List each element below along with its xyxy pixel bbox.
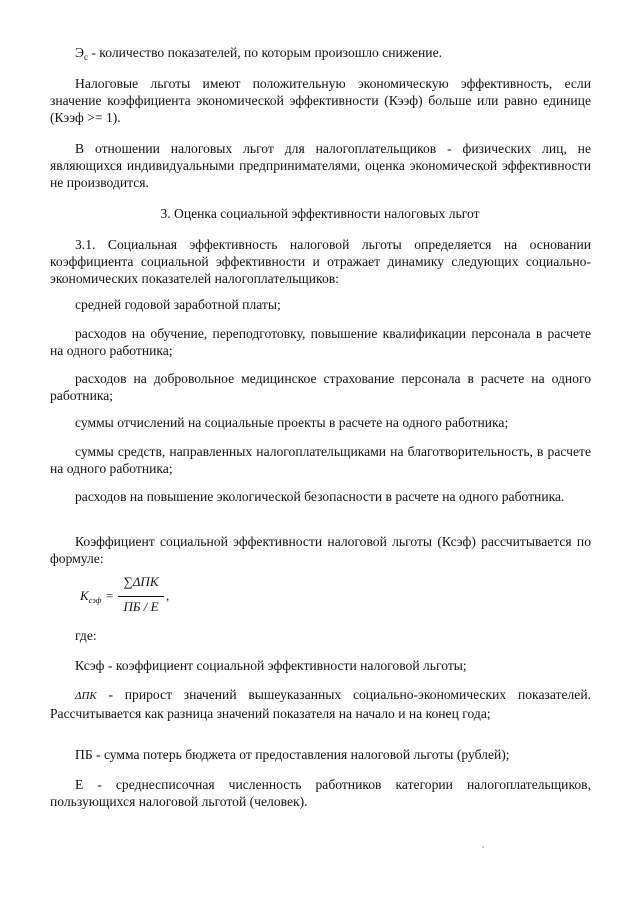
ec-symbol: Э [75,45,84,60]
formula-numerator: ∑ΔПК [123,574,159,589]
ec-text: - количество показателей, по которым произошло снижение. [87,45,442,60]
paragraph-ec-definition [50,44,591,66]
formula-denominator: ПБ / Е [123,599,159,614]
list-item-salary: средней годовой заработной платы; [75,297,281,312]
paragraph-economic-efficiency: Налоговые льготы имеют положительную экономическую эффективность, если значение коэффициента экономической эффективности (Кээф) больше или равно единице (Кээф >= 1). [50,76,591,125]
ec-subscript: с [83,52,88,62]
formula-lhs: $K_{сэф}$ [80,588,102,605]
list-item-insurance: расходов на добровольное медицинское страхование персонала в расчете на одного работника; [50,371,591,403]
section-heading: 3. Оценка социальной эффективности налоговых льгот [160,206,480,221]
delta-pk-text: - прирост значений вышеуказанных социально-экономических показателей. Рассчитывается как разница значений показателя на начало и на конец года; [50,687,591,721]
where-label: где: [75,628,97,643]
list-item-social-projects: суммы отчислений на социальные проекты в расчете на одного работника; [75,415,509,430]
paragraph-individuals-exemption: В отношении налоговых льгот для налогоплательщиков - физических лиц, не являющихся индивидуальными предпринимателями, оценка экономической эффективности не производится. [50,141,591,190]
ksef-formula [80,574,220,620]
list-item-ecology: расходов на повышение экологической безопасности в расчете на одного работника. [75,489,565,504]
formula-equals: = [105,588,114,603]
delta-pk-symbol: ΔПК [75,690,97,702]
paragraph-social-efficiency: 3.1. Социальная эффективность налоговой льготы определяется на основании коэффициента социальной эффективности и отражает динамику следующих социально-экономических показателей налогоплательщиков: [50,237,591,286]
fraction-bar [118,596,164,597]
definition-ksef: Ксэф - коэффициент социальной эффективности налоговой льготы; [75,658,467,673]
paragraph-formula-intro: Коэффициент социальной эффективности налоговой льготы (Ксэф) рассчитывается по формуле: [50,534,591,566]
definition-pb: ПБ - сумма потерь бюджета от предоставления налоговой льготы (рублей); [75,747,510,762]
list-item-charity: суммы средств, направленных налогоплательщиками на благотворительность, в расчете на одного работника; [50,444,591,476]
list-item-training: расходов на обучение, переподготовку, повышение квалификации персонала в расчете на одного работника; [50,326,591,358]
definition-delta-pk [50,686,591,722]
scan-speck [482,846,484,848]
definition-e: Е - среднесписочная численность работников категории налогоплательщиков, пользующихся налоговой льготой (человек). [50,777,591,809]
formula-comma: , [166,588,170,603]
